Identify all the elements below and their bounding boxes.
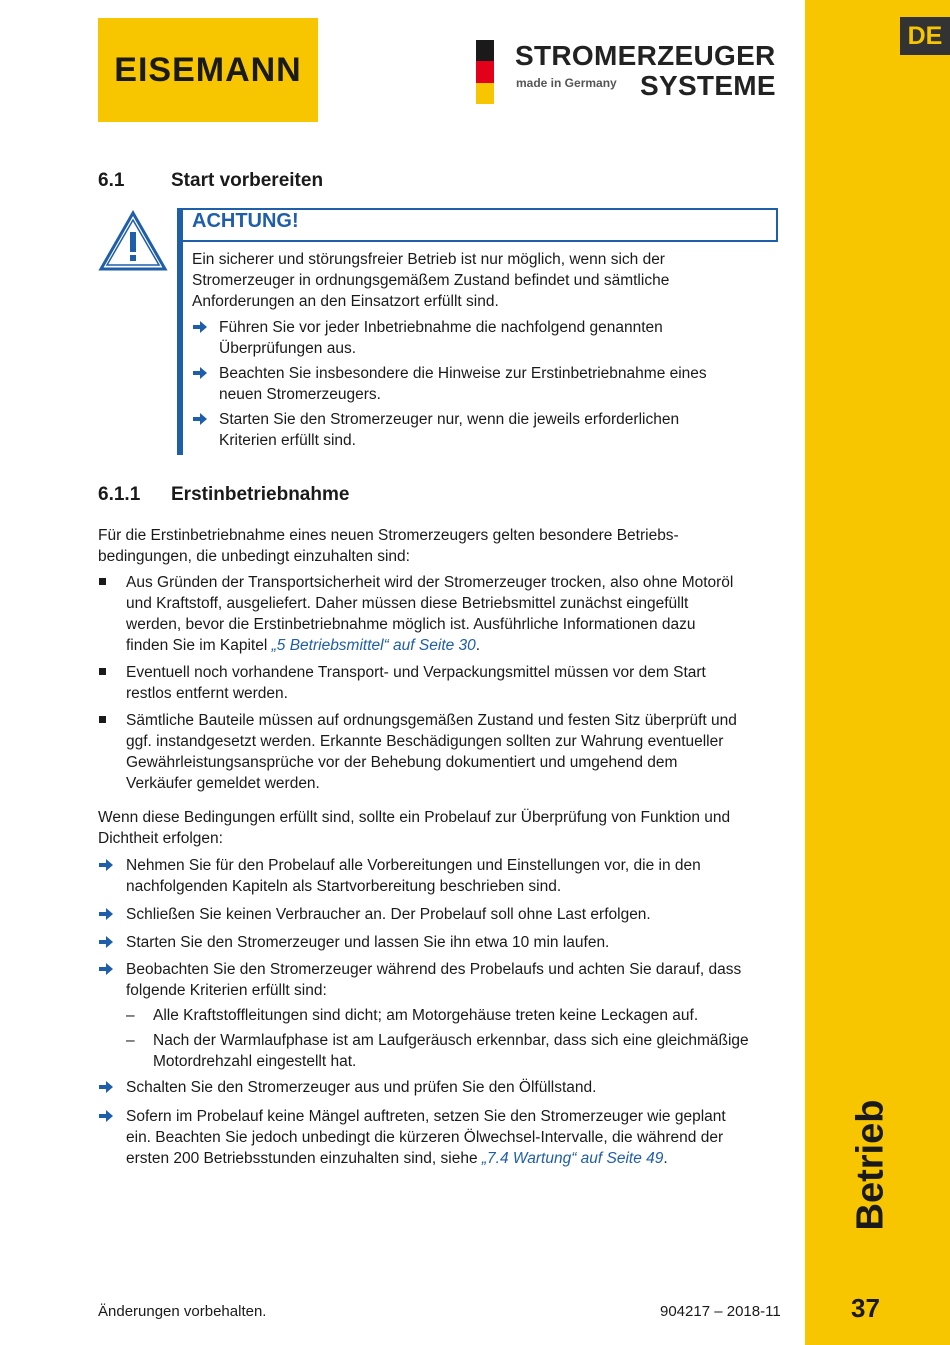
bullet-square-icon xyxy=(99,716,106,723)
step-line: folgende Kriterien erfüllt sind: xyxy=(126,982,327,999)
bullet-line: werden, bevor die Erstinbetriebnahme möglich ist. Ausführliche Informationen dazu xyxy=(126,616,696,633)
flag-stripe-black xyxy=(476,40,494,61)
bullet-square-icon xyxy=(99,668,106,675)
arrow-right-icon xyxy=(99,963,113,975)
section-number: 6.1 xyxy=(98,170,125,191)
step-line: Beobachten Sie den Stromerzeuger während des Probelaufs und achten Sie darauf, dass xyxy=(126,961,742,978)
arrow-right-icon xyxy=(99,1081,113,1093)
arrow-right-icon xyxy=(193,413,207,425)
chapter-link[interactable]: „5 Betriebsmittel“ auf Seite 30 xyxy=(271,637,476,654)
logo-text: EISEMANN xyxy=(114,51,302,89)
brand-line-2: SYSTEME xyxy=(640,70,776,101)
bullet-line: Verkäufer gemeldet werden. xyxy=(126,775,320,792)
arrow-right-icon xyxy=(99,1110,113,1122)
warning-text-line: Ein sicherer und störungsfreier Betrieb ist nur möglich, wenn sich der xyxy=(192,251,665,268)
bullet-line: restlos entfernt werden. xyxy=(126,685,288,702)
intro-line: Für die Erstinbetriebnahme eines neuen Stromerzeugers gelten besondere Betriebs- xyxy=(98,527,679,544)
arrow-right-icon xyxy=(99,936,113,948)
criterion-line: Nach der Warmlaufphase ist am Laufgeräusch erkennbar, dass sich eine gleichmäßige xyxy=(153,1032,749,1049)
section-tab-label: Betrieb xyxy=(849,1099,892,1231)
bullet-line: und Kraftstoff, ausgeliefert. Daher müssen diese Betriebsmittel zunächst eingefüllt xyxy=(126,595,689,612)
warning-item-line: Beachten Sie insbesondere die Hinweise zur Erstinbetriebnahme eines xyxy=(219,365,707,382)
bullet-line: ggf. instandgesetzt werden. Erkannte Beschädigungen sollten zur Wahrung eventueller xyxy=(126,733,724,750)
paragraph-line: Dichtheit erfolgen: xyxy=(98,830,223,847)
dash-bullet: – xyxy=(126,1032,135,1049)
section-title: Start vorbereiten xyxy=(171,170,324,191)
intro-line: bedingungen, die unbedingt einzuhalten sind: xyxy=(98,548,410,565)
step-line: Sofern im Probelauf keine Mängel auftreten, setzen Sie den Stromerzeuger wie geplant xyxy=(126,1108,726,1125)
paragraph-line: Wenn diese Bedingungen erfüllt sind, sollte ein Probelauf zur Überprüfung von Funktion und xyxy=(98,809,731,826)
subsection-number: 6.1.1 xyxy=(98,484,141,505)
step-line: Starten Sie den Stromerzeuger und lassen Sie ihn etwa 10 min laufen. xyxy=(126,934,610,951)
flag-stripe-gold xyxy=(476,83,494,104)
flag-stripe-red xyxy=(476,61,494,82)
bullet-line: Sämtliche Bauteile müssen auf ordnungsgemäßen Zustand und festen Sitz überprüft und xyxy=(126,712,737,729)
footer-note: Änderungen vorbehalten. xyxy=(98,1303,267,1320)
arrow-right-icon xyxy=(193,367,207,379)
brand-line-1: STROMERZEUGER xyxy=(515,40,776,71)
criterion-line: Alle Kraftstoffleitungen sind dicht; am Motorgehäuse treten keine Leckagen auf. xyxy=(153,1007,699,1024)
bullet-text: finden Sie im Kapitel xyxy=(126,637,272,654)
bullet-line: Aus Gründen der Transportsicherheit wird der Stromerzeuger trocken, also ohne Motoröl xyxy=(126,574,734,591)
step-text: . xyxy=(663,1150,668,1167)
arrow-right-icon xyxy=(99,908,113,920)
language-tag: DE xyxy=(900,17,950,55)
page-number: 37 xyxy=(851,1293,880,1323)
bullet-square-icon xyxy=(99,578,106,585)
step-line xyxy=(126,1148,668,1169)
step-line: Schalten Sie den Stromerzeuger aus und prüfen Sie den Ölfüllstand. xyxy=(126,1079,597,1096)
warning-item-line: Kriterien erfüllt sind. xyxy=(219,432,356,449)
warning-title: ACHTUNG! xyxy=(192,210,299,232)
warning-item-line: Überprüfungen aus. xyxy=(219,340,357,357)
step-text: ersten 200 Betriebsstunden einzuhalten sind, siehe xyxy=(126,1150,482,1167)
maintenance-link[interactable]: „7.4 Wartung“ auf Seite 49 xyxy=(481,1150,664,1167)
dash-bullet: – xyxy=(126,1007,135,1024)
warning-side-bar xyxy=(177,208,183,455)
step-line: nachfolgenden Kapiteln als Startvorbereitung beschrieben sind. xyxy=(126,878,562,895)
brand-tagline: made in Germany xyxy=(516,76,617,90)
warning-item-line: Führen Sie vor jeder Inbetriebnahme die nachfolgend genannten xyxy=(219,319,663,336)
step-line: Schließen Sie keinen Verbraucher an. Der Probelauf soll ohne Last erfolgen. xyxy=(126,906,651,923)
eisemann-logo xyxy=(98,18,318,122)
bullet-line: Gewährleistungsansprüche vor der Behebung dokumentiert und umgehend dem xyxy=(126,754,678,771)
warning-item-line: neuen Stromerzeugers. xyxy=(219,386,381,403)
document-number: 904217 – 2018-11 xyxy=(660,1303,781,1320)
warning-triangle-icon xyxy=(98,210,168,272)
criterion-line: Motordrehzahl eingestellt hat. xyxy=(153,1053,357,1070)
step-line: Nehmen Sie für den Probelauf alle Vorbereitungen und Einstellungen vor, die in den xyxy=(126,857,701,874)
bullet-line: Eventuell noch vorhandene Transport- und Verpackungsmittel müssen vor dem Start xyxy=(126,664,706,681)
warning-text-line: Stromerzeuger in ordnungsgemäßem Zustand befindet und sämtliche xyxy=(192,272,670,289)
arrow-right-icon xyxy=(99,859,113,871)
bullet-line xyxy=(126,635,480,656)
bullet-text: . xyxy=(475,637,481,654)
step-line: ein. Beachten Sie jedoch unbedingt die kürzeren Ölwechsel-Intervalle, die während der xyxy=(126,1129,724,1146)
warning-item-line: Starten Sie den Stromerzeuger nur, wenn die jeweils erforderlichen xyxy=(219,411,680,428)
warning-text-line: Anforderungen an den Einsatzort erfüllt sind. xyxy=(192,293,499,310)
arrow-right-icon xyxy=(193,321,207,333)
subsection-title: Erstinbetriebnahme xyxy=(171,484,350,505)
german-flag-icon xyxy=(476,40,494,104)
